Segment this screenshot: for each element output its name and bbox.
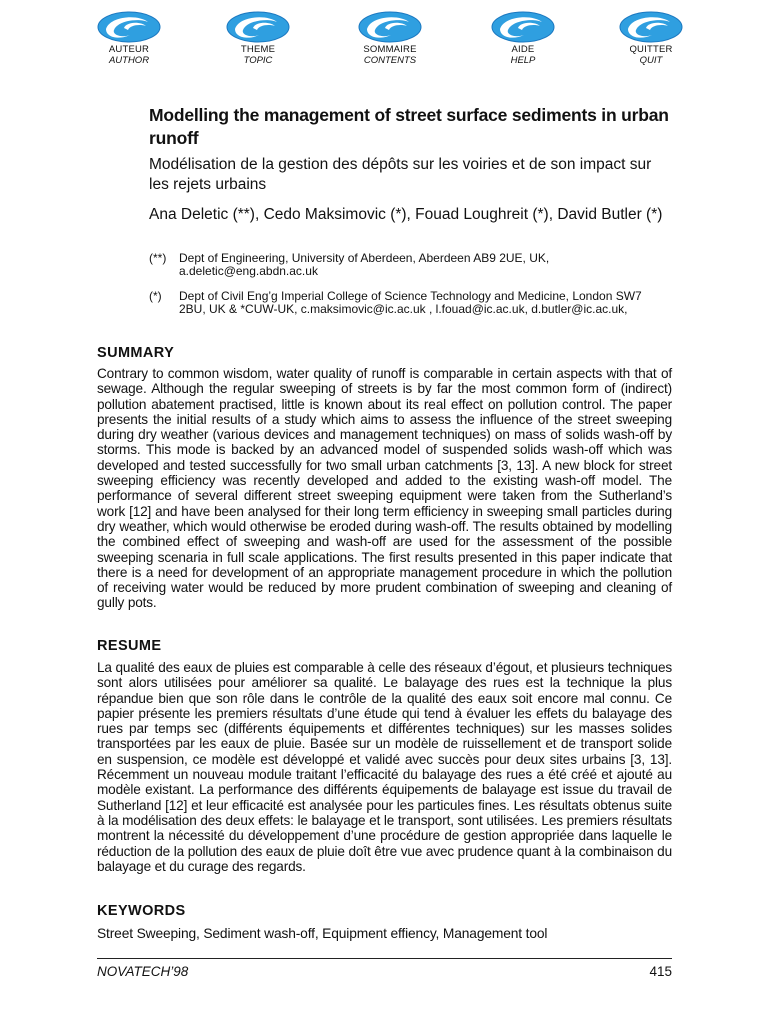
affiliation-mark: (*) [149,289,162,303]
footer-divider [97,958,672,959]
affiliation-mark: (**) [149,251,167,265]
nav-help-button[interactable] [478,8,568,66]
swirl-icon [618,8,684,44]
footer-conference: NOVATECH’98 [97,964,189,979]
paper-authors: Ana Deletic (**), Cedo Maksimovic (*), Fouad Loughreit (*), David Butler (*) [149,206,663,223]
keywords-text: Street Sweeping, Sediment wash-off, Equipment effiency, Management tool [97,926,548,941]
nav-quit-label: QUITTER [629,44,673,55]
paper-subtitle: Modélisation de la gestion des dépôts sur les voiries et de son impact sur les rejets urbains [149,156,652,193]
nav-topic-button[interactable] [213,8,303,66]
affiliation-aberdeen [149,252,669,280]
affiliation-text: Dept of Civil Eng’g Imperial College of Science Technology and Medicine, London SW7 2BU, UK & *CUW-UK, c.maksimovic@ic.ac.uk , l.fouad@ic.ac.uk, d.butler@ic.ac.uk, [179,289,642,316]
swirl-icon [357,8,423,44]
nav-contents-label-en: CONTENTS [363,55,417,66]
nav-contents-label: SOMMAIRE [363,44,417,55]
navigation-bar [80,8,700,72]
swirl-icon [96,8,162,44]
nav-author-button[interactable] [84,8,174,66]
swirl-icon [490,8,556,44]
swirl-icon [225,8,291,44]
nav-quit-button[interactable] [606,8,696,66]
nav-help-label-en: HELP [510,55,536,66]
affiliation-imperial [149,290,669,332]
nav-author-label: AUTEUR [108,44,150,55]
keywords-heading: KEYWORDS [97,903,186,919]
page-number: 415 [649,964,672,979]
nav-author-label-en: AUTHOR [108,55,150,66]
nav-topic-label-en: TOPIC [243,55,273,66]
nav-contents-button[interactable] [345,8,435,66]
resume-heading: RESUME [97,638,162,654]
nav-topic-label: THEME [240,44,276,55]
summary-text: Contrary to common wisdom, water quality of runoff is comparable in certain aspects with that of sewage. Although the regular sweeping of streets is by far the most common form of (indirect) pollution abatement practised, little is known about its real effect on pollution control. The paper presents the initial results of a study which aims to assess the influence of the street sweeping during dry weather (various devices and management techniques) on mass of solids wash-off by storms. This mode is backed by an advanced model of suspended solids wash-off which was developed and tested successfully for two small urban catchments [3, 13]. A new block for street sweeping efficiency was recently developed and added to the existing wash-off model. The performance of several different street sweeping equipment were taken from the Sutherland’s work [12] and have been analysed for their long term efficiency in sweeping small particles during dry weather, which would otherwise be eroded during wash-off. The results obtained by modelling the combined effect of sweeping and wash-off are used for the assessment of the possible sweeping scenaria in full scale applications. The first results presented in this paper indicate that there is a need for development of an appropriate management procedure in which the pollution of receiving water would be reduced by more prudent combination of sweeping and cleaning of gully pots. [97,366,672,611]
nav-help-label: AIDE [511,44,535,55]
paper-title: Modelling the management of street surface sediments in urban runoff [149,105,669,148]
affiliation-text: Dept of Engineering, University of Aberdeen, Aberdeen AB9 2UE, UK, a.deletic@eng.abdn.ac.uk [179,251,550,278]
resume-text: La qualité des eaux de pluies est comparable à celle des réseaux d’égout, et plusieurs techniques sont alors utilisées pour améliorer sa qualité. Le balayage des rues est la technique la plus répandue bien que son rôle dans le contrôle de la qualité des eaux soit encore mal connu. Ce papier présente les premiers résultats d’une étude qui tend à évaluer les effets du balayage des rues par temps sec (différents équipements et différentes techniques) sur les masses solides transportées par les eaux de pluie. Basée sur un modèle de ruissellement et de transport solide en suspension, ce modèle est développé et validé avec succès pour deux sites urbains [3, 13]. Récemment un nouveau module traitant l’efficacité du balayage des rues a été créé et ajouté au modèle existant. La performance des différents équipements de balayage est issue du travail de Sutherland [12] et leur efficacité est analysée pour les particules fines. Les résultats obtenus suite à la modélisation des deux effets: le balayage et le transport, sont utilisées. Les premiers résultats montrent la nécessité du développement d’une procédure de gestion appropriée dans laquelle le réduction de la pollution des eaux de pluie doît être vue avec prudence quant à la combinaison du balayage et du curage des regards. [97,660,672,874]
nav-quit-label-en: QUIT [639,55,663,66]
summary-heading: SUMMARY [97,345,175,361]
